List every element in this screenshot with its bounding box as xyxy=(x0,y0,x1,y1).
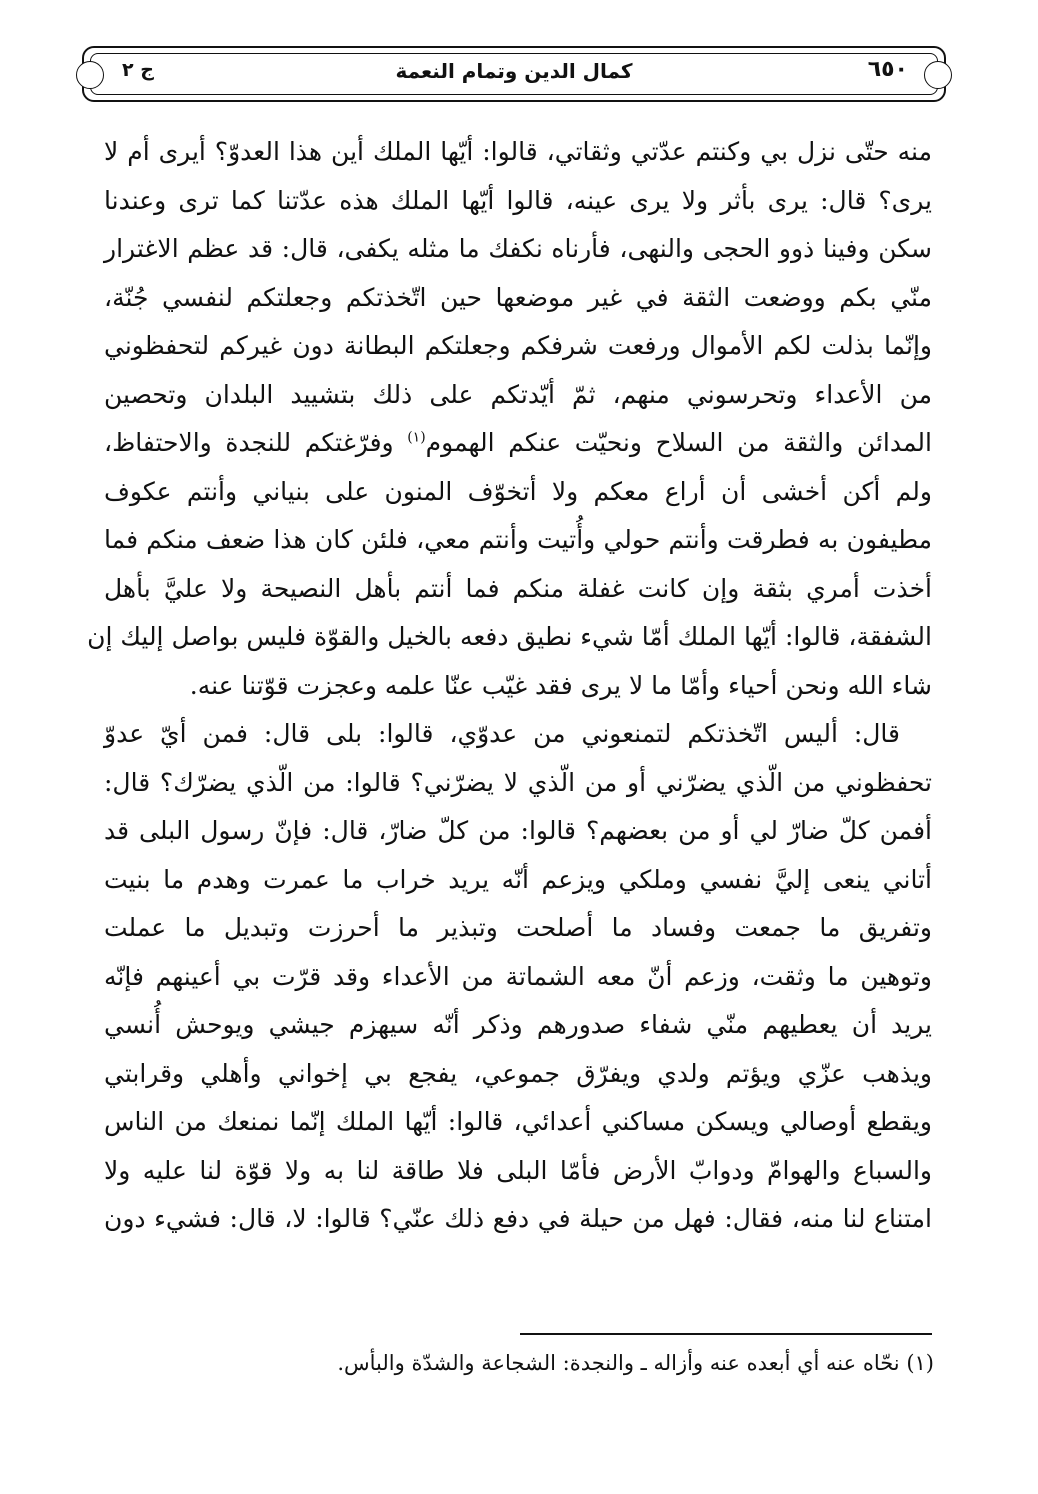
text-line: منّي بكم ووضعت الثقة في غير موضعها حين اتّخذتكم وجعلتكم لنفسي جُنّة، xyxy=(104,282,932,312)
text-line: يرى؟ قال: يرى بأثر ولا يرى عينه، قالوا أيّها الملك هذه عدّتنا كما ترى وعندنا xyxy=(104,185,932,215)
text-line: يريد أن يعطيهم منّي شفاء صدورهم وذكر أنّه سيهزم جيشي ويوحش أُنسي xyxy=(104,1010,932,1039)
paragraph-end-line: شاء الله ونحن أحياء وأمّا ما لا يرى فقد غيّب عنّا علمه وعجزت قوّتنا عنه. xyxy=(189,670,932,700)
text-line: والسباع والهوامّ ودوابّ الأرض فأمّا البلى فلا طاقة لنا به ولا قوّة لنا عليه ولا xyxy=(104,1155,932,1185)
text-line: وتوهين ما وثقت، وزعم أنّ معه الشماتة من الأعداء وقد قرّت بي أعينهم فإنّه xyxy=(104,961,932,991)
text-line: منه حتّى نزل بي وكنتم عدّتي وثقاتي، قالوا: أيّها الملك أين هذا العدوّ؟ أيرى أم لا xyxy=(104,137,932,166)
text-line: وتفريق ما جمعت وفساد ما أصلحت وتبذير ما أحرزت وتبديل ما عملت xyxy=(104,913,932,942)
text-line: ويقطع أوصالي ويسكن مساكني أعدائي، قالوا: أيّها الملك إنّما نمنعك من الناس xyxy=(104,1107,932,1136)
text-line: ويذهب عزّي ويؤتم ولدي ويفرّق جموعي، يفجع بي إخواني وأهلي وقرابتي xyxy=(104,1058,932,1088)
text-line: أفمن كلّ ضارّ لي أو من بعضهم؟ قالوا: من كلّ ضارّ، قال: فإنّ رسول البلى قد xyxy=(104,816,932,845)
body-text xyxy=(87,128,933,1244)
text-line: ولم أكن أخشى أن أراع معكم ولا أتخوّف المنون على بنياني وأنتم عكوف xyxy=(104,476,932,506)
paragraph-start-line: قال: أليس اتّخذتكم لتمنعوني من عدوّي، قالوا: بلى قال: فمن أيّ عدوّ xyxy=(104,719,900,748)
book-title: كمال الدين وتمام النعمة xyxy=(395,59,633,83)
footnote-marker[interactable]: (١) xyxy=(407,429,426,446)
footnote: (١) نحّاه عنه أي أبعده عنه وأزاله ـ والنجدة: الشجاعة والشدّة والبأس. xyxy=(337,1351,934,1375)
text-line: وإنّما بذلت لكم الأموال ورفعت شرفكم وجعلتكم البطانة دون غيركم لتحفظوني xyxy=(104,331,932,360)
page-number: ٦٥٠ xyxy=(867,57,908,82)
text-line: امتناع لنا منه، فقال: فهل من حيلة في دفع ذلك عنّي؟ قالوا: لا، قال: فشيء دون xyxy=(104,1204,932,1233)
text-line: أخذت أمري بثقة وإن كانت غفلة منكم فما أنتم بأهل النصيحة ولا عليَّ بأهل xyxy=(104,573,932,603)
volume-label: ج ٢ xyxy=(122,59,154,81)
text-line: الشفقة، قالوا: أيّها الملك أمّا شيء نطيق دفعه بالخيل والقوّة فليس بواصل إليك إن xyxy=(87,622,932,651)
text-line: تحفظوني من الّذي يضرّني أو من الّذي لا يضرّني؟ قالوا: من الّذي يضرّك؟ قال: xyxy=(104,767,932,797)
text-line: أتاني ينعى إليَّ نفسي وملكي ويزعم أنّه يريد خراب ما عمرت وهدم ما بنيت xyxy=(104,864,933,894)
text-line: مطيفون به فطرقت وأنتم حولي وأُتيت وأنتم معي، فلئن كان هذا ضعف منكم فما xyxy=(104,525,932,554)
running-header xyxy=(82,46,946,102)
text-line-with-footnote xyxy=(104,419,932,468)
text-line-part: المدائن والثقة من السلاح ونحيّت عنكم الهموم xyxy=(425,428,932,457)
text-line: سكن وفينا ذوو الحجى والنهى، فأرناه نكفك ما مثله يكفى، قال: قد عظم الاغترار xyxy=(104,234,932,263)
footnote-separator xyxy=(520,1333,932,1335)
text-line-part: وفرّغتكم للنجدة والاحتفاظ، xyxy=(104,428,408,457)
text-line: من الأعداء وتحرسوني منهم، ثمّ أيّدتكم على ذلك بتشييد البلدان وتحصين xyxy=(104,379,932,409)
